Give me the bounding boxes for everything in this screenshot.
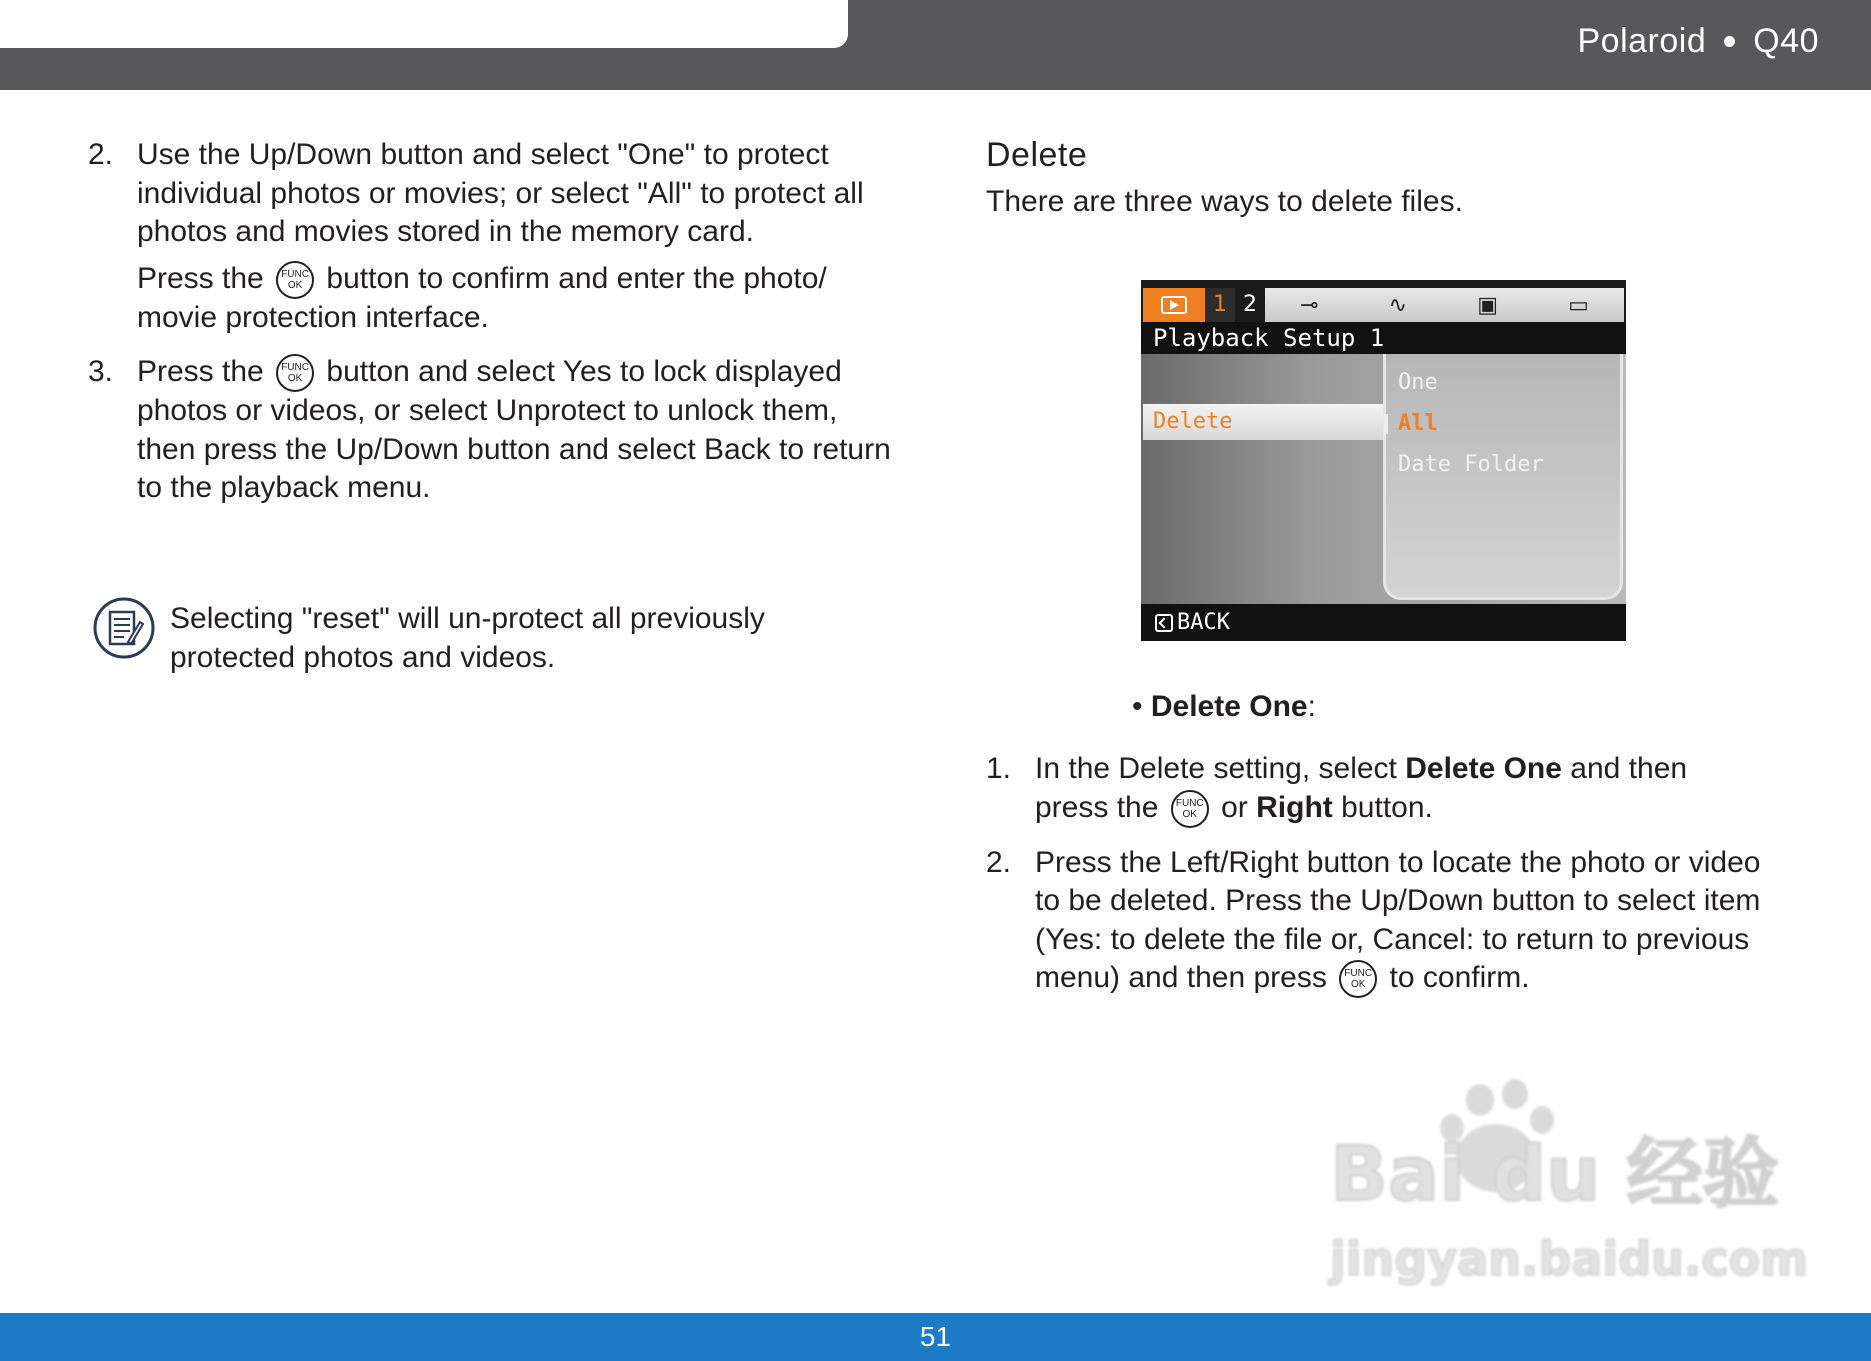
step-2: [986, 844, 1766, 999]
note-text: Selecting "reset" will un-protect all previously protected photos and videos.: [170, 602, 765, 674]
camera-menu-delete: Delete: [1143, 404, 1383, 440]
ok-label: OK: [287, 279, 303, 291]
func-label: FUNC: [1175, 797, 1204, 809]
camera-screen-image: [1141, 280, 1626, 641]
section-title: Delete: [986, 136, 1088, 174]
camera-menu-area: [1141, 354, 1626, 604]
card-icon: ▣: [1477, 292, 1498, 318]
step1-mid: and then press the: [1035, 752, 1688, 824]
ok-label: OK: [287, 373, 303, 385]
camera-option-one: One: [1398, 370, 1438, 395]
camera-tab-2: 2: [1243, 292, 1257, 317]
step-2-content: [1035, 844, 1766, 999]
step1-pre: In the Delete setting, select: [1035, 752, 1397, 785]
step2-post: to confirm.: [1389, 961, 1530, 995]
camera-option-date-folder: Date Folder: [1398, 452, 1544, 477]
camera-submenu: [1383, 354, 1623, 600]
right-column: [986, 136, 1786, 266]
brand-title: [1577, 22, 1819, 61]
press-pre-text: Press the: [137, 261, 264, 295]
step2-text: Press the Left/Right button to locate the photo or video to be deleted. Press the Up/Down button to select item (Yes: to delete the file or, Cancel: to return to previous menu) and then press: [1035, 845, 1761, 995]
wave-icon: ∿: [1388, 292, 1408, 318]
press-pre-text: Press the: [137, 355, 264, 389]
watermark-url: jingyan.baidu.com: [1330, 1232, 1809, 1286]
list-item-3: [88, 353, 898, 508]
baidu-watermark: [1320, 1080, 1809, 1290]
settings-icon: ▭: [1568, 292, 1589, 318]
ok-label: OK: [1350, 979, 1366, 991]
press-post-text: button to confirm and enter the photo/ movie protection interface.: [137, 261, 827, 334]
list-number: 1.: [986, 752, 1012, 785]
step1-or: or: [1221, 790, 1248, 824]
func-label: FUNC: [281, 362, 309, 374]
header-tab: [0, 0, 848, 48]
watermark-logo: Bai du 经验: [1330, 1129, 1779, 1218]
func-ok-icon: [276, 354, 314, 392]
item2-text: Use the Up/Down button and select "One" to protect individual photos or movies; or select "All" to protect all photos and movies stored in the memory card.: [137, 138, 864, 248]
camera-option-all: All: [1398, 411, 1438, 436]
list-number: 2.: [88, 138, 114, 171]
footer-bar: [0, 1313, 1871, 1361]
camera-tab-1: 1: [1205, 288, 1235, 322]
camera-subtitle: Playback Setup 1: [1141, 322, 1626, 354]
bullet-icon: •: [1132, 690, 1143, 723]
func-ok-icon: [1339, 960, 1377, 998]
section-intro: There are three ways to delete files.: [986, 184, 1463, 218]
func-label: FUNC: [1344, 968, 1373, 980]
left-column: [88, 136, 898, 524]
func-ok-icon: [276, 261, 314, 299]
camera-tabs: [1143, 288, 1624, 322]
note-icon: [92, 596, 156, 660]
list-item-2: [88, 136, 898, 337]
back-icon: [1155, 614, 1173, 632]
ok-label: OK: [1182, 808, 1197, 820]
key-icon: ⊸: [1300, 292, 1319, 318]
delete-one-heading: [1132, 690, 1316, 724]
step-1-content: [1035, 750, 1766, 828]
func-label: FUNC: [281, 268, 309, 280]
func-ok-icon: [1171, 790, 1209, 828]
item2-press-line: [137, 260, 898, 338]
step-1: [986, 750, 1766, 828]
list-item-content: [137, 136, 898, 337]
delete-steps: [986, 750, 1766, 1014]
list-number: 3.: [88, 355, 114, 389]
brand-separator-dot: [1724, 36, 1735, 47]
submenu-marker: [1384, 414, 1388, 434]
press-post-text: button and select Yes to lock displayed photos or videos, or select Unprotect to unlock them, then press the Up/Down button and select Back to return to the playback menu.: [137, 355, 891, 505]
header-bar: [0, 0, 1871, 90]
step1-post: button.: [1341, 790, 1433, 824]
step1-bold-delete-one: Delete One: [1405, 752, 1562, 785]
model-name: Q40: [1753, 22, 1819, 60]
camera-back-label: BACK: [1177, 610, 1230, 635]
camera-bottom-bar: [1141, 604, 1626, 641]
delete-one-label: Delete One: [1150, 690, 1308, 723]
brand-name: Polaroid: [1577, 22, 1707, 60]
camera-tab-icons: [1265, 288, 1624, 322]
note-box: [92, 596, 852, 677]
playback-icon: [1161, 296, 1187, 314]
list-number: 2.: [986, 845, 1012, 879]
page-number: 51: [919, 1321, 952, 1352]
list-item-content: [137, 353, 898, 508]
delete-one-colon: :: [1307, 690, 1316, 723]
playback-tab: [1143, 288, 1205, 322]
step1-bold-right: Right: [1256, 790, 1333, 824]
